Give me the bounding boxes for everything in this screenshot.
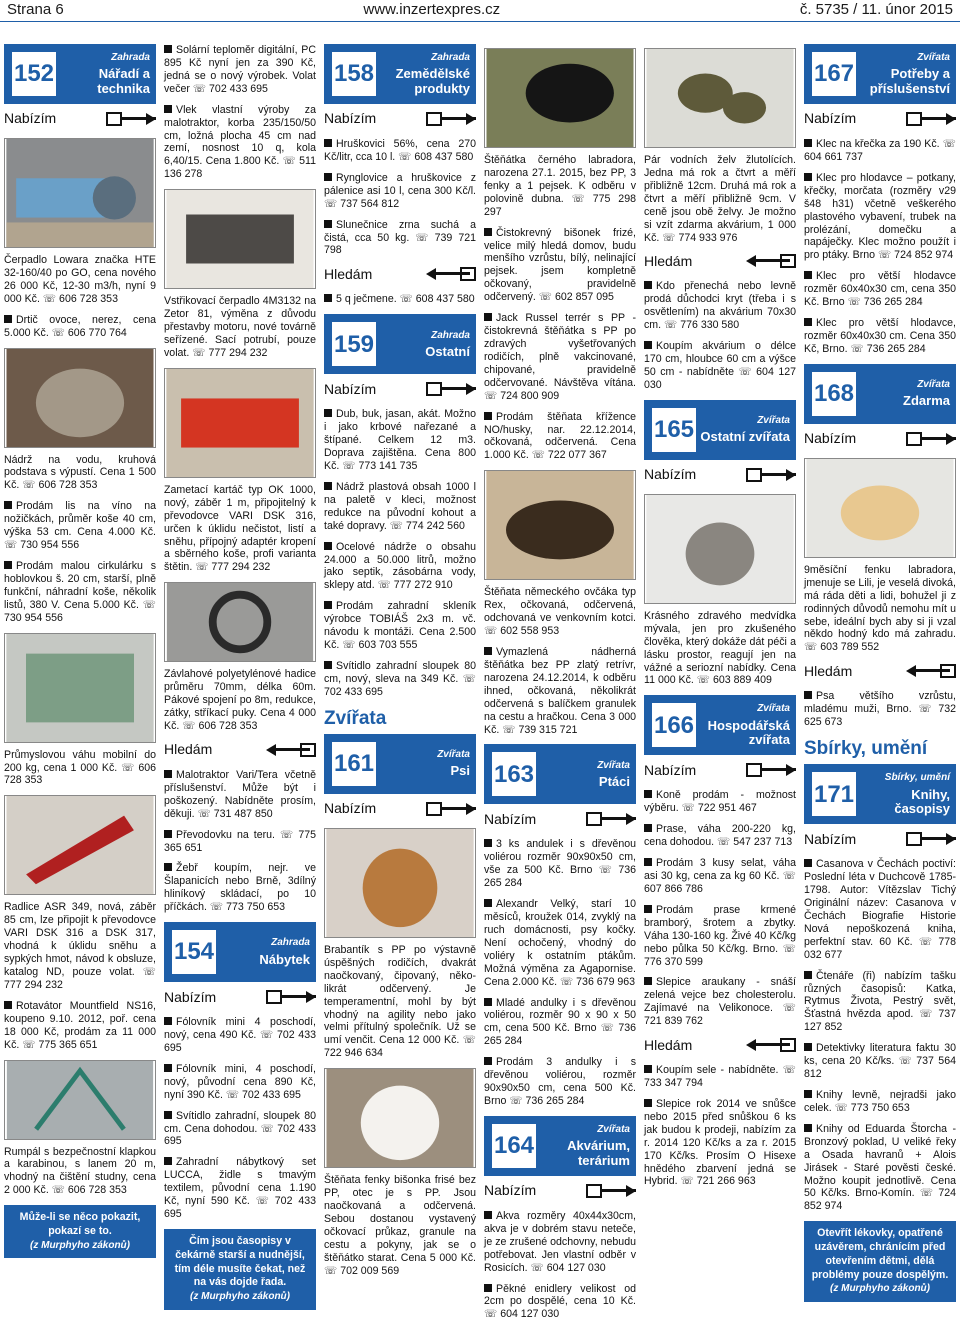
- ad-item: 9měsíční fenku labradora, jmenuje se Lili, je veselá divoká, má ráda děti a lidi, bohužel ji z rodinných důvodů nemohu mít u sebe, ideální bych aby si ji vzal někdo hodný kdo má zahradu. ☏ 603 789 552: [804, 563, 956, 654]
- turtles-photo: [644, 48, 796, 148]
- ad-item: Slepice rok 2014 ve snůšce nebo 2015 před snůškou 6 ks jak budou k prodeji, nabízím za r. 2014 120 Kč/ks a za r. 2015 170 Kč/ks. Prosím O Hisexe hnědého zbarvení jedná se Hybrid. ☏ 721 266 963: [644, 1097, 796, 1188]
- arrow-in-icon: [746, 254, 796, 268]
- tank-photo: [4, 348, 156, 448]
- column-4: [484, 44, 636, 1321]
- ad-item: Vlek vlastní výroby za malotraktor, korba 235/150/50 cm, ložná plocha 45 cm nad zemí, nosnost 10 q, kola 6,40/15. Cena 1.800 Kč. ☏ 511 136 278: [164, 103, 316, 181]
- ad-item: Vymazlená nádherná štěňátka bez PP zlatý retrívr, narozena 24.12.2014, k odběru ihned, očkovaná, několikrát odčervená s balíčkem granulek na cestu a hračkou. Cena 3 000 Kč. ☏ 739 315 721: [484, 645, 636, 736]
- sweeper-photo: [164, 368, 316, 478]
- ad-item: 3 ks andulek i s dřevěnou voliérou rozměr 90x90x50 cm, vše za 500 Kč. Brno ☏ 736 265 284: [484, 838, 636, 890]
- section-name: Nářadí a technika: [97, 66, 150, 96]
- section-header: 165 Zvířata Ostatní zvířata: [644, 400, 796, 460]
- ad-item: Žebř koupím, nejr. ve Šlapanicích nebo Brně, 3dílný hliníkový skládací, po 10 příčkách. ☏ 773 750 653: [164, 862, 316, 914]
- ad-item: Rotavátor Mountfield NS16, koupeno 9.10. 2012, poř. cena 18 000 Kč, prodám za 11 000 Kč. ☏ 775 365 651: [4, 999, 156, 1051]
- injection-pump-photo: [164, 189, 316, 289]
- search-subheader: Hledám: [644, 1036, 796, 1054]
- column-6: [804, 44, 956, 1312]
- section-header: 163 Zvířata Ptáci: [484, 744, 636, 804]
- section-header: 167 Zvířata Potřeby a příslušenství: [804, 44, 956, 104]
- ad-item: Drtič ovoce, nerez, cena 5.000 Kč. ☏ 606 770 764: [4, 313, 156, 339]
- murphy-quote: Čím jsou časopisy v čekárně starší a nudnější, tím déle musíte čekat, než na vás dojde řada. (z Murphyho zákonů): [164, 1229, 316, 1310]
- ad-item: Štěňátka černého labradora, narozena 27.1. 2015, bez PP, 3 fenky a 1 pejsek. K odběru v polovině dubna. ☏ 775 298 297: [484, 154, 636, 218]
- ad-item: Knihy levně, nejradši jako celek. ☏ 773 750 653: [804, 1088, 956, 1114]
- offer-subheader: Nabízím: [484, 1182, 636, 1200]
- ad-item: Vstřikovací čerpadlo 4M3132 na Zetor 81, výměna z důvodu přestavby motoru, nové továrně seřízené. Sací potrubí, pouze volat. ☏ 777 294 232: [164, 295, 316, 359]
- page-header: [0, 0, 960, 22]
- ad-item: Zametací kartáč typ OK 1000, nový, záběr 1 m, připojitelný k převodovce VARI DSK 316, určen k úklidu nečistot, listí a sněhu, přípojný adaptér kropení a sběrného koše, profi varianta štětin. ☏ 777 294 232: [164, 483, 316, 574]
- section-header: 154 Zahrada Nábytek: [164, 922, 316, 982]
- ad-item: Štěňata fenky bišonka frisé bez PP, otec je s PP. Jsou naočkovaná a odčervená. Sebou dostanou vystavený očkovací průkaz, granule na cestu a pokyny, jak se o štěňátko starat. Cena 5 000 Kč. ☏ 702 009 569: [324, 1174, 476, 1277]
- arrow-out-icon: [586, 1184, 636, 1198]
- ad-item: Detektivky literatura faktu 30 ks, cena 20 Kč/ks. ☏ 737 564 812: [804, 1042, 956, 1081]
- plough-photo: [4, 795, 156, 895]
- arrow-out-icon: [746, 763, 796, 777]
- ad-item: Psa většího vzrůstu, mladému muži, Brno. ☏ 732 625 673: [804, 690, 956, 729]
- offer-subheader: Nabízím: [804, 110, 956, 128]
- ad-item: Prodám 3 andulky i s dřevěnou voliérou, rozměr 90x90x50 cm, cena 500 Kč. Brno ☏ 736 265 284: [484, 1056, 636, 1108]
- ad-item: Nádrž na vodu, kruhová podstava s výpustí. Cena 1 500 Kč. ☏ 606 728 353: [4, 453, 156, 492]
- column-1: [4, 44, 156, 1312]
- arrow-in-icon: [426, 267, 476, 281]
- hose-photo: [164, 582, 316, 662]
- ad-item: Pěkné enidlery velikost od 2cm po dospělé, cena 10 Kč. ☏ 604 127 030: [484, 1282, 636, 1321]
- offer-subheader: Nabízím: [644, 466, 796, 484]
- ad-item: Prodám 3 kusy selat, váha asi 30 kg, cena za kg 60 Kč. ☏ 607 866 786: [644, 857, 796, 895]
- ad-item: Klec pro hlodavce – potkany, křečky, morčata (rozměry v29 š48 h31) včetně veškerého plastového vybavení, trubek na prolézání, domečku a napáječky. Klec možno použít i pro ptáky. Brno ☏ 724 852 974: [804, 171, 956, 262]
- puppies-photo: [484, 470, 636, 580]
- offer-subheader: Nabízím: [324, 380, 476, 398]
- ad-item: Ocelové nádrže o obsahu 24.000 a 50.000 litrů, možno jako septik, zásobárna vody, sklepy atd. ☏ 777 272 910: [324, 540, 476, 592]
- column-3: [324, 44, 476, 1312]
- offer-subheader: Nabízím: [324, 800, 476, 818]
- arrow-out-icon: [906, 432, 956, 446]
- ad-item: Svítidlo zahradní sloupek 80 cm, nový, sleva na 349 Kč. ☏ 702 433 695: [324, 659, 476, 698]
- offer-subheader: Nabízím: [324, 110, 476, 128]
- ad-item: Prodám zahradní skleník výrobce TOBIÁŠ 2x3 m. vč. návodu k montáži. Cena 2.500 Kč. ☏ 603 703 555: [324, 600, 476, 652]
- search-subheader: [164, 741, 316, 759]
- ad-item: Převodovku na teru. ☏ 775 365 651: [164, 828, 316, 854]
- offer-subheader: Nabízím: [804, 430, 956, 448]
- section-header: 158 Zahrada Zemědělské produkty: [324, 44, 476, 104]
- ad-item: Jack Russel terrér s PP - čistokrevná štěňátka s PP po zdravých vyšetřovaných rodičích, plně vakcinované, chipované, pravidelně odčervované. Návštěva vítána. ☏ 724 800 909: [484, 312, 636, 402]
- offer-subheader: Nabízím: [804, 830, 956, 848]
- ad-item: Prodám malou cirkulárku s hoblovkou š. 20 cm, starší, plně funkční, náhradní koše, několik listů, 380 V. Cena 5.000 Kč. ☏ 730 954 556: [4, 559, 156, 624]
- offer-subheader: Nabízím: [484, 810, 636, 828]
- ad-item: Prodám lis na víno na nožičkách, průměr koše 40 cm, výška 53 cm. Cena 4.000 Kč. ☏ 730 954 556: [4, 500, 156, 552]
- ad-item: Brabantík s PP po výstavně úspěšných rodičích, dvakrát naočkovaný, čipovaný, něko-likrát odčervený. Je temperamentní, mohl by být vhodný na agility nebo jako velmi přítulný společník. Už se umí venčit. Cena 12 000 Kč. ☏ 722 946 634: [324, 943, 476, 1060]
- arrow-out-icon: [426, 112, 476, 126]
- ad-item: Čistokrevný bišonek frizé, velice milý hledá domov, budu menšího vzrůstu, bílý, nelinající pejsek. jsem kompletně očkovaný, pravidelně odčervený. ☏ 602 857 095: [484, 226, 636, 304]
- ad-item: Pár vodních želv žlutolících. Jedna má rok a čtvrt a měří přibližně 12cm. Druhá má rok a čtvrt a měří přibližně 9cm. V ceně jsou obě želvy. Je možno si vzít zdarma akvárium, 1 000 Kč. ☏ 774 933 976: [644, 154, 796, 244]
- ad-item: Dub, buk, jasan, akát. Možno i jako krbové nařezané a štípané. Celkem 12 m3. Doprava zajištěna. Cena 800 Kč. ☏ 773 141 735: [324, 408, 476, 472]
- ad-item: Mladé andulky i s dřevěnou voliérou, rozměr 90 x 90 x 50 cm, cena 500 Kč. Brno ☏ 736 265 284: [484, 996, 636, 1048]
- ad-item: Koupím akvárium o délce 170 cm, hloubce 60 cm a výšce 50 cm - nabídněte ☏ 604 127 030: [644, 340, 796, 391]
- ad-item: Alexandr Velký, starí 10 měsíců, kroužek 014, zvyklý na ruch domácnosti, psy kočky. Není ochočený, vhodný do voliéry k ostatním ptákům. Možná výměna za Agapornise. Cena 2.000 Kč. ☏ 736 679 963: [484, 898, 636, 988]
- ad-item: Štěňata německého ovčáka typ Rex, očkovaná, odčervená, odchovaná ve venkovním kotci. ☏ 602 558 953: [484, 586, 636, 638]
- arrow-out-icon: [266, 990, 316, 1004]
- ad-item: Rynglovice a hruškovice z pálenice asi 10 l, cena 300 Kč/l. ☏ 737 564 812: [324, 171, 476, 210]
- section-header: 161 Zvířata Psi: [324, 734, 476, 794]
- ad-item: Zahradní nábytkový set LUCCA, židle s tmavým textilem, původní cena 1.190 Kč, nyní 590 Kč. ☏ 702 433 695: [164, 1156, 316, 1221]
- arrow-out-icon: [106, 112, 156, 126]
- offer-subheader: Nabízím: [644, 761, 796, 779]
- site-url[interactable]: www.inzertexpres.cz: [363, 1, 501, 19]
- ad-item: Čerpadlo Lowara značka HTE 32-160/40 po GO, cena nového 26 000 Kč, 12-30 m3/h, nyní 9 000 Kč. ☏ 606 728 353: [4, 254, 156, 305]
- ad-item: Svítidlo zahradní, sloupek 80 cm. Cena dohodou. ☏ 702 433 695: [164, 1109, 316, 1148]
- ad-item: Čtenáře (ři) nabízím tašku různých časopisů: Katka, Rytmus Života, Pestrý svět, Šťastná hvězda apod. ☏ 737 127 852: [804, 969, 956, 1034]
- ad-item: Koupím sele - nabídněte. ☏ 733 347 794: [644, 1064, 796, 1090]
- section-number: 152: [10, 50, 58, 98]
- section-header: 166 Zvířata Hospodářská zvířata: [644, 695, 796, 755]
- arrow-out-icon: [426, 382, 476, 396]
- winch-photo: [4, 1060, 156, 1140]
- pump-photo: [4, 138, 156, 248]
- section-header: [4, 44, 156, 104]
- section-header: 164 Zvířata Akvárium, terárium: [484, 1116, 636, 1176]
- brabantik-photo: [324, 828, 476, 938]
- murphy-quote: Může-li se něco pokazit, pokazí se to. (z Murphyho zákonů): [4, 1205, 156, 1258]
- bichon-photo: [324, 1068, 476, 1168]
- ad-item: Fólovník mini, 4 poschodí, nový, původní cena 890 Kč, nyní 390 Kč. ☏ 702 433 695: [164, 1062, 316, 1101]
- ad-item: Prase, váha 200-220 kg, cena dohodou. ☏ 547 237 713: [644, 823, 796, 849]
- ad-item: Slepice araukany - snáší zelená vejce bez cholesterolu. Zajímavé na Velikonoce. ☏ 721 839 762: [644, 976, 796, 1028]
- ad-item: Krásného zdravého medvídka mývala, jen pro zkušeného člověka, který dokáže dát péči a lásku prostor, reagují jen na vážné a seriozní nabídky. Cena 11 000 Kč. ☏ 603 889 409: [644, 609, 796, 687]
- ad-item: Rumpál s bezpečnostní klapkou a karabinou, s lanem 20 m, vhodný na čištění studny, cena 2 000 Kč. ☏ 606 728 353: [4, 1145, 156, 1197]
- ad-item: Závlahové polyetylénové hadice průměru 70mm, délka 60m. Pákové spojení po 8m, redukce, zátky, stříkací puky. Cena 4 000 Kč. ☏ 606 728 353: [164, 668, 316, 732]
- ad-item: Knihy od Eduarda Štorcha - Bronzový poklad, U veliké řeky a Osada havranů + Alois Jirásek - Staré pověsti české. Možno koupit jednotlivě. Cena 50 Kč/ks. Brno-Komín. ☏ 724 852 974: [804, 1122, 956, 1213]
- column-5: [644, 44, 796, 1312]
- ad-item: Slunečnice zrna suchá a čistá, cca 50 kg. ☏ 739 721 798: [324, 218, 476, 257]
- arrow-out-icon: [906, 832, 956, 846]
- ad-item: Kdo přenechá nebo levně prodá důchodci kryt (třeba i s osvětlením) na akvárium 70x30 cm. ☏ 776 330 580: [644, 280, 796, 332]
- arrow-in-icon: [266, 743, 316, 757]
- ad-item: Koně prodám - možnost výběru. ☏ 722 951 467: [644, 789, 796, 815]
- arrow-in-icon: [746, 1038, 796, 1052]
- offer-subheader: [4, 110, 156, 128]
- page-number: Strana 6: [7, 1, 64, 19]
- ad-item: Malotraktor Vari/Tera včetně příslušenství. Může být i poškozený. Nabídněte prosím, děkuji. ☏ 731 487 850: [164, 768, 316, 820]
- labrador-photo: [484, 48, 636, 148]
- section-header: 171 Sbírky, umění Knihy, časopisy: [804, 764, 956, 824]
- ad-item: Klec na křečka za 190 Kč. ☏ 604 661 737: [804, 138, 956, 163]
- section-header: 159 Zahrada Ostatní: [324, 314, 476, 374]
- offer-label: Nabízím: [4, 110, 57, 127]
- labrador-lili-photo: [804, 458, 956, 558]
- ad-item: Prodám prase krmené bramborý, šrotem a zbytky. Váha 130-160 kg. Živé 40 Kč/kg nebo půlka 50 Kč/kg. Brno. ☏ 776 370 599: [644, 903, 796, 968]
- search-subheader: Hledám: [804, 662, 956, 680]
- ad-item: Hruškovici 56%, cena 270 Kč/litr, cca 10 l. ☏ 608 437 580: [324, 138, 476, 163]
- section-header: 168 Zvířata Zdarma: [804, 364, 956, 424]
- arrow-out-icon: [906, 112, 956, 126]
- ad-item: Casanova v Čechách poctiví: Poslední léta v Duchcově 1785-1798. Autor: Vítězslav Tichý Originální název: Casanova v Čechách Biografie Historie Nová nepoškozená kniha, perfektní stav. 60 Kč. ☏ 778 032 677: [804, 858, 956, 961]
- scale-photo: [4, 633, 156, 743]
- ad-item: Prodám štěňata křížence NO/husky, nar. 22.12.2014, očkovaná, odčervená. Cena 1.000 Kč. ☏ 722 077 367: [484, 410, 636, 462]
- arrow-out-icon: [426, 802, 476, 816]
- arrow-in-icon: [906, 664, 956, 678]
- category-title: Sbírky, umění: [804, 738, 928, 760]
- ad-item: Fólovník mini 4 poschodí, nový, cena 490 Kč. ☏ 702 433 695: [164, 1016, 316, 1054]
- ad-item: Průmyslovou váhu mobilní do 200 kg, cena 1 000 Kč. ☏ 606 728 353: [4, 748, 156, 787]
- column-2: [164, 44, 316, 1312]
- murphy-quote: Otevřít lékovky, opatřené uzávěrem, chránícím před otevřením dětmi, dělá problémy pouze dospělým. (z Murphyho zákonů): [804, 1221, 956, 1302]
- ad-item: Akva rozměry 40x44x30cm, akva je v dobrém stavu neteče, je ze zrušené odchovny, nebudu potřebovat. Jen vlastní odběr v Rosicích. ☏ 604 127 030: [484, 1209, 636, 1274]
- search-label: Hledám: [164, 741, 213, 758]
- section-type: Zahrada: [111, 52, 150, 64]
- ad-item: Klec pro větší hlodavce rozměr 60x40x30 cm, cena 350 Kč. Brno ☏ 736 265 284: [804, 270, 956, 309]
- search-subheader: Hledám: [324, 265, 476, 283]
- raccoon-photo: [644, 494, 796, 604]
- ad-item: 5 q ječmene. ☏ 608 437 580: [324, 293, 476, 306]
- ad-item: Solární teploměr digitální, PC 895 Kč nyní jen za 390 Kč, jedná se o nový výrobek. Volat večer ☏ 702 433 695: [164, 44, 316, 95]
- arrow-out-icon: [586, 812, 636, 826]
- ad-item: Klec pro větší hlodavce, rozměr 60x40x30 cm. Cena 350 Kč, Brno. ☏ 736 265 284: [804, 317, 956, 355]
- arrow-out-icon: [746, 468, 796, 482]
- offer-subheader: Nabízím: [164, 988, 316, 1006]
- ad-item: Radlice ASR 349, nová, záběr 85 cm, lze připojit k převodovce VARI DSK 316 a DSK 317, vhodná k úklidu sněhu a sypkých hmot, návod k obsluze, katalog ND, pouze volat. ☏ 777 294 232: [4, 901, 156, 991]
- category-title: Zvířata: [324, 707, 387, 729]
- issue-date: č. 5735 / 11. únor 2015: [799, 1, 953, 19]
- ad-item: Nádrž plastová obsah 1000 l na paletě v kleci, možnost redukce na původní kohout a také dopravy. ☏ 774 242 560: [324, 480, 476, 532]
- search-subheader: Hledám: [644, 252, 796, 270]
